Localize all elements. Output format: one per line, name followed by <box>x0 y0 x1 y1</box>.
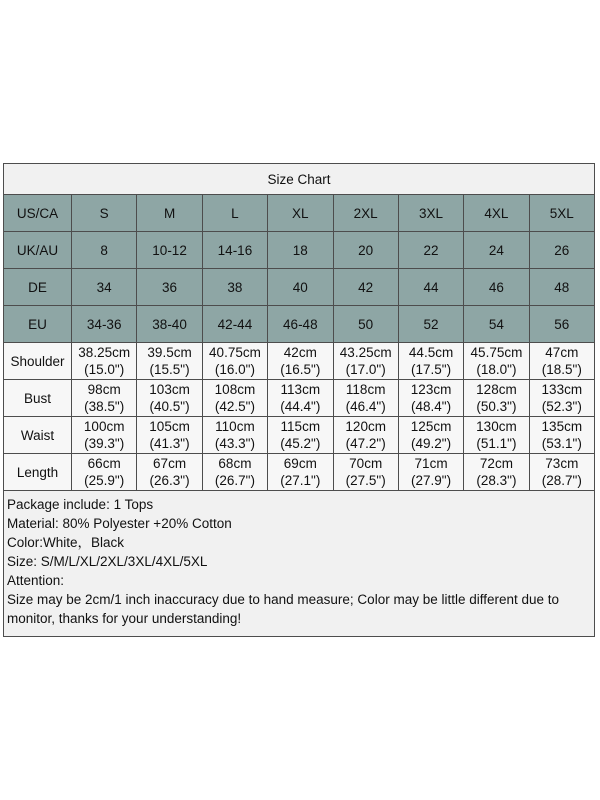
cm-value: 38.25cm <box>78 345 131 360</box>
measure-cell <box>268 343 333 380</box>
size-cell: 24 <box>464 232 529 269</box>
inch-value: (27.5") <box>345 473 386 488</box>
inch-value: (40.5") <box>149 399 190 414</box>
cm-value: 40.75cm <box>209 345 261 360</box>
chart-title: Size Chart <box>4 164 595 195</box>
measure-cell <box>72 454 137 491</box>
cm-value: 68cm <box>218 456 252 471</box>
measure-cell <box>202 380 267 417</box>
measure-cell <box>333 343 398 380</box>
measure-cell <box>137 417 202 454</box>
size-cell: 10-12 <box>137 232 202 269</box>
size-cell: 4XL <box>464 195 529 232</box>
note-line: Size: S/M/L/XL/2XL/3XL/4XL/5XL <box>7 554 208 569</box>
cm-value: 69cm <box>283 456 317 471</box>
inch-value: (39.3") <box>84 436 125 451</box>
size-cell: 2XL <box>333 195 398 232</box>
row-label: UK/AU <box>4 232 72 269</box>
cm-value: 98cm <box>87 382 121 397</box>
measure-cell <box>398 454 463 491</box>
cm-value: 45.75cm <box>470 345 523 360</box>
size-chart-table <box>3 163 595 491</box>
measure-cell <box>333 380 398 417</box>
inch-value: (44.4") <box>280 399 321 414</box>
size-row-eu <box>4 306 595 343</box>
size-row-de <box>4 269 595 306</box>
measure-cell <box>529 343 594 380</box>
measure-cell <box>137 343 202 380</box>
size-cell: 48 <box>529 269 594 306</box>
measure-cell <box>137 454 202 491</box>
cm-value: 125cm <box>410 419 452 434</box>
size-cell: 38 <box>202 269 267 306</box>
row-label: Length <box>4 454 72 491</box>
row-label: Waist <box>4 417 72 454</box>
note-line: Attention: <box>7 573 65 588</box>
measure-cell <box>202 454 267 491</box>
measure-cell <box>464 343 529 380</box>
inch-value: (50.3") <box>476 399 517 414</box>
size-cell: 3XL <box>398 195 463 232</box>
measure-row-length <box>4 454 595 491</box>
inch-value: (52.3") <box>541 399 582 414</box>
cm-value: 100cm <box>83 419 125 434</box>
inch-value: (18.5") <box>541 362 582 377</box>
size-cell: 8 <box>72 232 137 269</box>
inch-value: (53.1") <box>541 436 582 451</box>
cm-value: 123cm <box>410 382 452 397</box>
size-cell: M <box>137 195 202 232</box>
cm-value: 133cm <box>541 382 583 397</box>
size-cell: 42 <box>333 269 398 306</box>
product-notes <box>3 491 595 637</box>
inch-value: (43.3") <box>214 436 255 451</box>
inch-value: (25.9") <box>84 473 125 488</box>
cm-value: 120cm <box>345 419 386 434</box>
size-cell: S <box>72 195 137 232</box>
cm-value: 108cm <box>214 382 256 397</box>
size-cell: 44 <box>398 269 463 306</box>
note-line: Color:White，Black <box>7 535 125 550</box>
inch-value: (15.5") <box>149 362 190 377</box>
size-cell: 40 <box>268 269 333 306</box>
note-line: Package include: 1 Tops <box>7 497 154 512</box>
inch-value: (51.1") <box>476 436 517 451</box>
measure-cell <box>464 454 529 491</box>
measure-row-shoulder <box>4 343 595 380</box>
inch-value: (45.2") <box>280 436 321 451</box>
size-cell: 54 <box>464 306 529 343</box>
inch-value: (28.7") <box>541 473 582 488</box>
inch-value: (27.9") <box>411 473 452 488</box>
cm-value: 67cm <box>153 456 187 471</box>
cm-value: 70cm <box>349 456 383 471</box>
row-label: US/CA <box>4 195 72 232</box>
measure-cell <box>398 417 463 454</box>
measure-cell <box>464 380 529 417</box>
measure-cell <box>333 417 398 454</box>
inch-value: (26.3") <box>149 473 190 488</box>
row-label: Bust <box>4 380 72 417</box>
measure-cell <box>202 343 267 380</box>
size-row-uk-au <box>4 232 595 269</box>
inch-value: (46.4") <box>345 399 386 414</box>
cm-value: 103cm <box>149 382 190 397</box>
inch-value: (49.2") <box>411 436 452 451</box>
cm-value: 66cm <box>87 456 121 471</box>
cm-value: 115cm <box>280 419 321 434</box>
measure-cell <box>529 380 594 417</box>
measure-cell <box>268 380 333 417</box>
measure-cell <box>268 417 333 454</box>
cm-value: 118cm <box>345 382 386 397</box>
inch-value: (47.2") <box>345 436 386 451</box>
size-cell: 34-36 <box>72 306 137 343</box>
size-row-us-ca <box>4 195 595 232</box>
measure-cell <box>137 380 202 417</box>
row-label: DE <box>4 269 72 306</box>
inch-value: (42.5") <box>214 399 255 414</box>
size-cell: 14-16 <box>202 232 267 269</box>
row-label: Shoulder <box>4 343 72 380</box>
size-cell: 38-40 <box>137 306 202 343</box>
measure-cell <box>398 343 463 380</box>
size-cell: 18 <box>268 232 333 269</box>
inch-value: (18.0") <box>476 362 517 377</box>
cm-value: 72cm <box>479 456 513 471</box>
size-cell: 22 <box>398 232 463 269</box>
size-cell: 20 <box>333 232 398 269</box>
cm-value: 113cm <box>280 382 321 397</box>
inch-value: (38.5") <box>84 399 125 414</box>
inch-value: (16.5") <box>280 362 321 377</box>
size-cell: 56 <box>529 306 594 343</box>
measure-cell <box>202 417 267 454</box>
cm-value: 105cm <box>149 419 190 434</box>
inch-value: (27.1") <box>280 473 321 488</box>
size-cell: 42-44 <box>202 306 267 343</box>
inch-value: (41.3") <box>149 436 190 451</box>
measure-cell <box>72 343 137 380</box>
cm-value: 73cm <box>545 456 579 471</box>
size-cell: 52 <box>398 306 463 343</box>
cm-value: 71cm <box>414 456 448 471</box>
note-line: Size may be 2cm/1 inch inaccuracy due to hand measure; Color may be little different due to monitor, thanks for your understanding! <box>7 592 560 626</box>
inch-value: (17.5") <box>411 362 452 377</box>
size-cell: 34 <box>72 269 137 306</box>
cm-value: 47cm <box>545 345 579 360</box>
size-cell: 5XL <box>529 195 594 232</box>
cm-value: 42cm <box>283 345 317 360</box>
size-cell: 26 <box>529 232 594 269</box>
measure-cell <box>398 380 463 417</box>
note-line: Material: 80% Polyester +20% Cotton <box>7 516 232 531</box>
measure-cell <box>464 417 529 454</box>
measure-row-bust <box>4 380 595 417</box>
measure-row-waist <box>4 417 595 454</box>
inch-value: (48.4") <box>411 399 452 414</box>
size-cell: 46 <box>464 269 529 306</box>
cm-value: 130cm <box>476 419 517 434</box>
measure-cell <box>268 454 333 491</box>
measure-cell <box>529 417 594 454</box>
row-label: EU <box>4 306 72 343</box>
size-cell: 36 <box>137 269 202 306</box>
size-cell: 50 <box>333 306 398 343</box>
inch-value: (17.0") <box>345 362 386 377</box>
size-chart-sheet <box>3 163 595 637</box>
size-cell: XL <box>268 195 333 232</box>
inch-value: (26.7") <box>214 473 255 488</box>
measure-cell <box>529 454 594 491</box>
measure-cell <box>333 454 398 491</box>
cm-value: 128cm <box>476 382 517 397</box>
inch-value: (16.0") <box>214 362 255 377</box>
cm-value: 44.5cm <box>408 345 454 360</box>
measure-cell <box>72 380 137 417</box>
cm-value: 43.25cm <box>339 345 392 360</box>
cm-value: 39.5cm <box>147 345 192 360</box>
size-cell: L <box>202 195 267 232</box>
size-cell: 46-48 <box>268 306 333 343</box>
measure-cell <box>72 417 137 454</box>
cm-value: 110cm <box>215 419 255 434</box>
inch-value: (28.3") <box>476 473 517 488</box>
cm-value: 135cm <box>541 419 583 434</box>
inch-value: (15.0") <box>84 362 125 377</box>
